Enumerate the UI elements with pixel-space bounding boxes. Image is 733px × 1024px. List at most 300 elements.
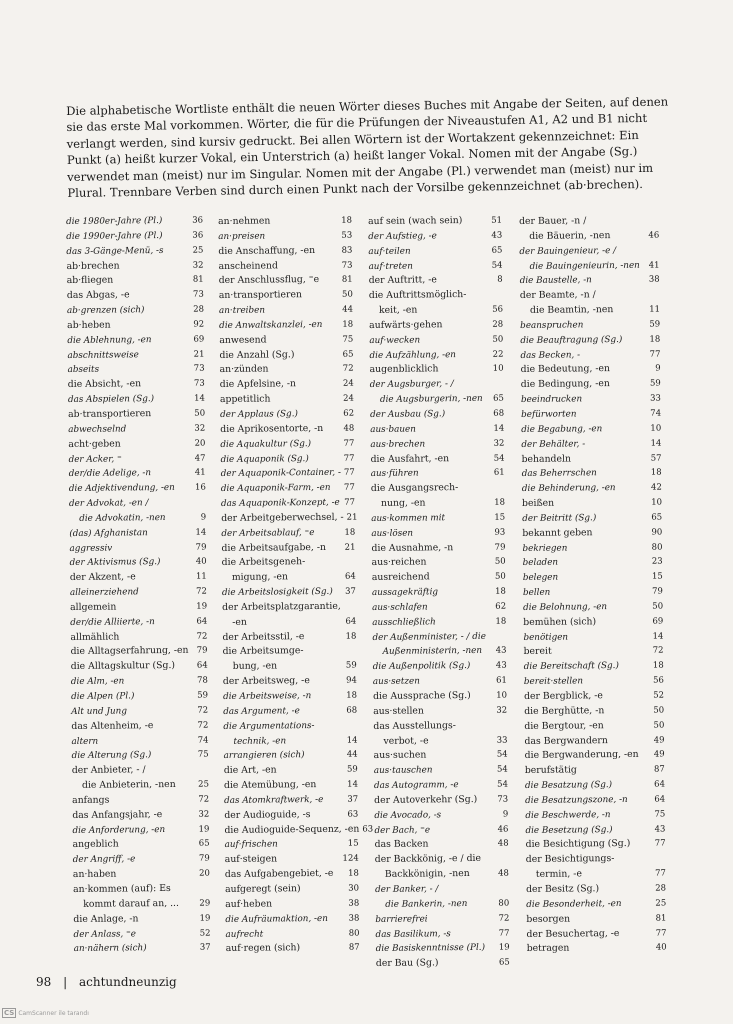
word-entry <box>219 303 353 319</box>
word-text: die Anschaffung, -en <box>218 244 316 257</box>
word-text: die Aufräumaktion, -en <box>225 913 328 925</box>
page-ref: 48 <box>343 423 355 434</box>
word-text: die Bedingung, -en <box>520 378 610 391</box>
page-ref: 43 <box>495 660 507 671</box>
page-ref: 14 <box>194 393 205 404</box>
word-text: der Auftritt, -e <box>368 274 437 287</box>
page-ref <box>502 481 505 496</box>
page-ref: 9 <box>200 512 207 523</box>
word-text: der Bergblick, -e <box>523 690 603 702</box>
page-ref: 64 <box>196 616 208 627</box>
word-text: betragen <box>526 942 570 955</box>
word-text: der Behälter, - <box>521 438 586 450</box>
page-ref: 18 <box>649 334 661 345</box>
page-ref: 69 <box>193 334 205 345</box>
page-ref <box>656 243 659 258</box>
word-text: der Arbeitsstil, -e <box>222 630 305 643</box>
word-entry <box>70 599 207 615</box>
word-entry <box>374 807 508 823</box>
word-text: die Art, -en <box>223 764 277 777</box>
word-entry <box>526 896 666 912</box>
page-ref: 33 <box>650 393 661 404</box>
word-entry <box>72 778 209 794</box>
word-text: Außenministerin, -nen <box>382 646 483 658</box>
word-entry <box>66 258 203 274</box>
page-number-word: achtundneunzig <box>78 975 177 989</box>
page-ref: 18 <box>341 215 353 226</box>
word-entry <box>370 436 504 452</box>
page-ref: 54 <box>497 779 509 790</box>
page-ref: 28 <box>193 304 205 315</box>
word-text: aus·lösen <box>371 528 414 539</box>
word-text: die 1980er-Jahre (Pl.) <box>66 215 163 227</box>
word-entry <box>70 614 207 630</box>
page-ref: 50 <box>492 334 504 345</box>
page-ref: 10 <box>492 364 504 375</box>
word-entry <box>67 288 204 304</box>
word-entry <box>520 273 660 289</box>
word-entry <box>525 792 665 808</box>
page-ref: 80 <box>651 542 663 553</box>
word-entry <box>72 763 209 779</box>
word-text: die Bäuerin, -nen <box>529 229 611 242</box>
page-ref: 36 <box>192 230 204 241</box>
page-ref: 32 <box>493 438 505 449</box>
word-entry <box>66 243 203 259</box>
word-text: die Augsburgerin, -nen <box>379 393 483 406</box>
word-text: der Augsburger, - / <box>369 379 454 391</box>
word-text: anfangs <box>72 794 110 806</box>
word-text: die Apfelsine, -n <box>219 378 297 391</box>
page-ref: 68 <box>346 705 358 716</box>
page-ref: 75 <box>197 749 209 761</box>
word-entry <box>221 525 355 541</box>
word-entry <box>519 228 659 244</box>
word-entry <box>224 778 358 794</box>
word-text: altern <box>71 736 99 747</box>
word-entry <box>368 228 502 244</box>
word-entry <box>374 822 508 838</box>
word-entry <box>223 674 357 690</box>
word-entry <box>218 214 352 230</box>
page-ref <box>656 214 659 229</box>
word-entry <box>373 674 507 690</box>
page-ref: 16 <box>194 482 206 493</box>
word-text: aus·stellen <box>373 705 424 717</box>
word-entry <box>71 689 208 705</box>
page-ref: 28 <box>655 883 667 894</box>
page-ref: 68 <box>493 408 505 419</box>
page-ref: 30 <box>348 883 360 894</box>
word-entry <box>520 347 660 363</box>
word-text: anscheinend <box>218 259 278 272</box>
word-text: an·zünden <box>219 363 269 376</box>
page-ref: 49 <box>653 735 665 746</box>
page-ref: 81 <box>655 913 667 924</box>
page-ref: 21 <box>193 349 205 360</box>
word-text: das Abspielen (Sg.) <box>67 394 155 406</box>
word-entry <box>373 659 507 675</box>
page-ref: 93 <box>494 527 506 538</box>
word-entry <box>68 377 205 393</box>
page-ref: 15 <box>651 571 663 582</box>
page-ref: 83 <box>341 245 353 256</box>
word-entry <box>526 852 666 868</box>
word-entry <box>370 451 504 467</box>
word-entry <box>521 421 661 437</box>
page-ref: 72 <box>342 364 354 375</box>
word-entry <box>67 332 204 348</box>
page-ref: 18 <box>495 586 507 597</box>
word-entry <box>69 540 206 556</box>
word-text: die Berghütte, -n <box>524 704 605 717</box>
word-entry <box>70 629 207 645</box>
word-text: augenblicklich <box>369 363 439 376</box>
word-entry <box>369 317 503 333</box>
page-ref <box>506 882 509 897</box>
word-entry <box>522 496 662 512</box>
word-entry <box>375 926 509 942</box>
word-text: bemühen (sich) <box>523 615 597 628</box>
word-entry <box>373 703 507 719</box>
page-ref: 77 <box>343 467 355 479</box>
footer-separator: | <box>63 975 68 989</box>
page-ref: 77 <box>343 438 355 449</box>
word-text: alleinerziehend <box>69 587 139 599</box>
page-ref: 72 <box>196 631 208 642</box>
word-text: beladen <box>522 558 559 569</box>
word-text: die Bereitschaft (Sg.) <box>523 661 619 673</box>
word-entry <box>374 778 508 794</box>
page-ref: 48 <box>497 839 509 850</box>
word-text: ab·grenzen (sich) <box>66 305 145 317</box>
word-entry <box>372 585 506 601</box>
page-ref: 50 <box>653 705 665 716</box>
word-entry <box>69 481 206 497</box>
page-ref: 18 <box>495 616 507 627</box>
word-entry <box>72 807 209 823</box>
page-ref: 65 <box>498 957 510 968</box>
page-ref: 69 <box>652 616 664 627</box>
page-ref: 79 <box>494 542 506 553</box>
word-text: bekriegen <box>522 543 568 554</box>
page-ref: 64 <box>344 571 356 582</box>
page-ref: 54 <box>493 453 505 464</box>
word-entry <box>68 451 205 467</box>
word-entry <box>525 778 665 794</box>
word-entry <box>520 303 660 319</box>
word-text: die Audioguide-Sequenz, -en <box>224 823 360 836</box>
word-entry <box>225 867 359 883</box>
word-text: bung, -en <box>232 660 278 673</box>
word-text: auf·treten <box>368 261 413 272</box>
word-text: keit, -en <box>378 304 418 316</box>
page-ref: 81 <box>341 274 353 286</box>
page-ref: 14 <box>650 438 662 449</box>
word-text: der Ausbau (Sg.) <box>370 409 446 420</box>
page-ref: 63 <box>362 824 374 835</box>
word-entry <box>523 599 663 615</box>
word-text: an·nähern (sich) <box>73 943 147 955</box>
word-entry <box>218 258 352 274</box>
word-entry <box>368 214 502 230</box>
word-entry <box>219 332 353 348</box>
page-ref: 15 <box>347 839 359 850</box>
page-ref: 21 <box>346 512 358 523</box>
page-ref: 50 <box>494 556 506 568</box>
word-entry <box>225 911 359 927</box>
word-text: der Angriff, -e <box>72 854 136 866</box>
word-entry <box>67 273 204 289</box>
page-ref: 33 <box>496 735 508 746</box>
word-text: der Besichtigungs- <box>525 853 615 866</box>
word-text: die Anbieterin, -nen <box>81 778 176 791</box>
word-text: die Adjektivendung, -en <box>68 483 175 495</box>
scanner-watermark <box>2 1008 89 1018</box>
word-entry <box>525 822 665 838</box>
word-entry <box>374 748 508 764</box>
page-ref: 43 <box>495 646 507 657</box>
word-text: beißen <box>521 497 555 510</box>
word-text: die Alm, -en <box>70 676 125 688</box>
page-ref: 59 <box>345 660 357 671</box>
word-text: der Anlass, ⁼e <box>73 928 136 940</box>
word-entry <box>520 332 660 348</box>
word-entry <box>375 852 509 868</box>
word-text: die Begabung, -en <box>521 423 603 435</box>
word-entry <box>69 510 206 526</box>
page-number: 98 <box>36 975 52 989</box>
page-ref: 65 <box>493 393 504 404</box>
page-ref: 73 <box>341 260 353 271</box>
word-text: die Aquaponik-Farm, -en <box>220 483 331 495</box>
word-entry <box>375 911 509 927</box>
word-entry <box>369 303 503 319</box>
word-entry <box>376 956 510 972</box>
page-ref: 10 <box>496 690 508 701</box>
word-text: aus·kommen mit <box>371 513 446 524</box>
page-ref: 62 <box>495 601 507 612</box>
page-ref: 62 <box>343 408 355 419</box>
page-ref: 37 <box>347 794 359 805</box>
word-text: nung, -en <box>380 497 426 509</box>
word-text: Backkönigin, -nen <box>384 868 470 880</box>
page-ref: 77 <box>498 928 510 939</box>
word-text: aufrecht <box>225 929 264 940</box>
page-ref <box>501 377 504 392</box>
page-ref: 41 <box>194 467 206 479</box>
word-entry <box>224 807 358 823</box>
page-ref: 18 <box>345 631 357 642</box>
word-text: die Argumentations- <box>223 720 315 732</box>
word-entry <box>71 659 208 675</box>
word-text: ab·heben <box>67 319 111 331</box>
page-ref: 72 <box>652 645 664 657</box>
page-ref: 15 <box>494 512 506 523</box>
word-entry <box>373 718 507 734</box>
word-entry <box>220 436 354 452</box>
page-ref: 73 <box>193 378 205 389</box>
word-entry <box>375 837 509 853</box>
page-ref: 38 <box>348 898 360 909</box>
word-entry <box>371 496 505 512</box>
page-ref: 56 <box>653 675 664 686</box>
word-text: appetitlich <box>219 393 271 406</box>
page-ref: 32 <box>496 705 508 716</box>
scanner-text: CamScanner ile tarandı <box>18 1009 89 1017</box>
word-text: die Bedeutung, -en <box>520 363 611 376</box>
word-text: die Bergwanderung, -en <box>524 749 639 762</box>
page-ref: 50 <box>652 601 664 612</box>
page-ref: 44 <box>346 749 358 761</box>
page-ref: 25 <box>198 779 210 790</box>
page-ref: 20 <box>199 868 210 879</box>
word-text: der Beitritt (Sg.) <box>522 513 597 524</box>
page-ref: 18 <box>494 497 506 508</box>
word-entry <box>225 882 359 898</box>
word-entry <box>370 377 504 393</box>
page-ref: 80 <box>498 898 510 909</box>
word-text: die Aquakultur (Sg.) <box>220 438 312 450</box>
page-ref: 19 <box>196 601 208 612</box>
word-entry <box>370 392 504 408</box>
word-text: der Advokat, -en / <box>68 498 149 510</box>
page-ref: 8 <box>497 274 503 286</box>
word-text: die Advokatin, -nen <box>79 512 166 524</box>
word-text: (das) Afghanistan <box>69 527 148 539</box>
word-text: der Arbeitgeberwechsel, - <box>221 511 344 524</box>
page-ref: 19 <box>198 824 210 835</box>
word-text: die Bankerin, -nen <box>385 898 468 910</box>
word-text: an·preisen <box>218 231 266 242</box>
page-ref <box>503 629 506 644</box>
word-text: behandeln <box>521 452 572 465</box>
page-ref: 65 <box>342 349 354 360</box>
word-text: die Atemübung, -en <box>223 779 317 792</box>
word-text: die Ausgangsrech- <box>370 482 459 495</box>
word-entry <box>224 748 358 764</box>
word-text: die Bergtour, -en <box>524 719 604 732</box>
word-text: die Arbeitsgeneh- <box>221 556 306 569</box>
word-column-4 <box>519 214 667 958</box>
word-text: aussagekräftig <box>371 587 439 599</box>
word-text: der Arbeitsablauf, ⁼e <box>221 527 315 539</box>
word-text: aus·bauen <box>370 424 416 435</box>
page-ref: 59 <box>649 319 661 330</box>
page-ref <box>500 288 503 303</box>
intro-paragraph: Die alphabetische Wortliste enthält die neuen Wörter dieses Buches mit Angabe der Seiten, auf denen sie das erste Mal vorkommen. Wörter, die für die Prüfungen der Niveaustufen A1, A2 und B1 nicht verlangt werden, sind kursiv gedruckt. Bei allen Wörtern ist der Wortakzent gekennzeichnet: Ein Punkt (a) heißt kurzer Vokal, ein Unterstrich (a) heißt langer Vokal. Nomen mit der Angabe (Sg.) verwendet man (meist) nur im Singular. Nomen mit der Angabe (Pl.) verwendet man (meist) nur im Plural. Trennbare Verben sind durch einen Punkt nach der Vorsilbe gekennzeichnet (ab·brechen). <box>66 94 669 201</box>
page-ref: 59 <box>649 378 661 389</box>
word-entry <box>222 629 356 645</box>
word-entry <box>220 451 354 467</box>
word-text: angeblich <box>72 838 119 851</box>
word-text: ausreichend <box>371 571 430 584</box>
page-ref: 49 <box>653 749 665 760</box>
page-ref: 40 <box>655 942 667 953</box>
word-entry <box>220 392 354 408</box>
word-text: der Besuchertag, -e <box>526 927 620 940</box>
word-text: befürworten <box>521 409 577 420</box>
word-text: die Alpen (Pl.) <box>70 691 135 702</box>
page-ref: 19 <box>199 913 211 924</box>
word-text: der Aufstieg, -e <box>368 231 437 242</box>
word-text: aus·tauschen <box>373 765 433 777</box>
page-ref: 54 <box>491 260 503 271</box>
word-entry <box>219 347 353 363</box>
word-entry <box>521 377 661 393</box>
word-text: aufwärts·gehen <box>369 319 443 331</box>
word-entry <box>219 317 353 333</box>
page-ref: 18 <box>348 868 359 879</box>
page-ref: 20 <box>194 438 206 449</box>
word-entry <box>226 941 360 957</box>
page-ref: 87 <box>653 764 665 775</box>
word-text: ab·transportieren <box>68 408 152 420</box>
word-text: das Becken, - <box>520 349 581 361</box>
word-entry <box>221 496 355 512</box>
word-text: der Bach, ⁼e <box>374 824 431 836</box>
word-entry <box>219 273 353 289</box>
word-text: die Beamtin, -nen <box>529 304 614 316</box>
word-entry <box>71 718 208 734</box>
word-entry <box>526 881 666 897</box>
word-entry <box>522 466 662 482</box>
word-entry <box>523 629 663 645</box>
word-text: das Anfangsjahr, -e <box>72 808 163 821</box>
word-entry <box>68 421 205 437</box>
word-entry <box>70 585 207 601</box>
page-ref: 24 <box>343 393 354 404</box>
word-text: die Beschwerde, -n <box>525 809 611 821</box>
word-text: der Bauingenieur, -e / <box>519 245 617 257</box>
word-text: barrierefrei <box>375 914 428 925</box>
word-entry <box>68 436 205 452</box>
word-entry <box>519 214 659 230</box>
word-entry <box>70 555 207 571</box>
page-ref: 43 <box>654 824 666 835</box>
word-text: aggressiv <box>69 543 113 554</box>
word-text: der/die Alliierte, -n <box>70 616 155 628</box>
word-entry <box>221 540 355 556</box>
word-entry <box>369 347 503 363</box>
word-text: der Bauer, -n / <box>519 215 587 227</box>
word-entry <box>371 510 505 526</box>
page-ref: 50 <box>194 408 206 419</box>
page-ref: 43 <box>491 230 503 241</box>
word-entry <box>218 243 352 259</box>
word-entry <box>370 421 504 437</box>
word-entry <box>522 540 662 556</box>
word-text: die Auftrittsmöglich- <box>368 289 467 302</box>
word-entry <box>522 525 662 541</box>
page-ref: 18 <box>652 660 664 671</box>
page-ref: 77 <box>344 497 356 508</box>
word-text: aus·brechen <box>370 439 426 450</box>
word-entry <box>524 733 664 749</box>
page-ref: 9 <box>502 809 509 820</box>
page-ref: 14 <box>195 527 207 538</box>
word-text: die 1990er-Jahre (Pl.) <box>66 230 163 242</box>
word-entry <box>524 689 664 705</box>
word-text: der Akzent, -e <box>69 571 136 584</box>
word-text: an·nehmen <box>218 215 271 227</box>
page-ref: 75 <box>342 334 354 345</box>
word-entry <box>376 941 510 957</box>
word-text: die Besichtigung (Sg.) <box>525 838 631 851</box>
word-text: acht·geben <box>68 438 121 450</box>
page-ref <box>506 852 509 867</box>
page-ref: 75 <box>654 809 666 820</box>
